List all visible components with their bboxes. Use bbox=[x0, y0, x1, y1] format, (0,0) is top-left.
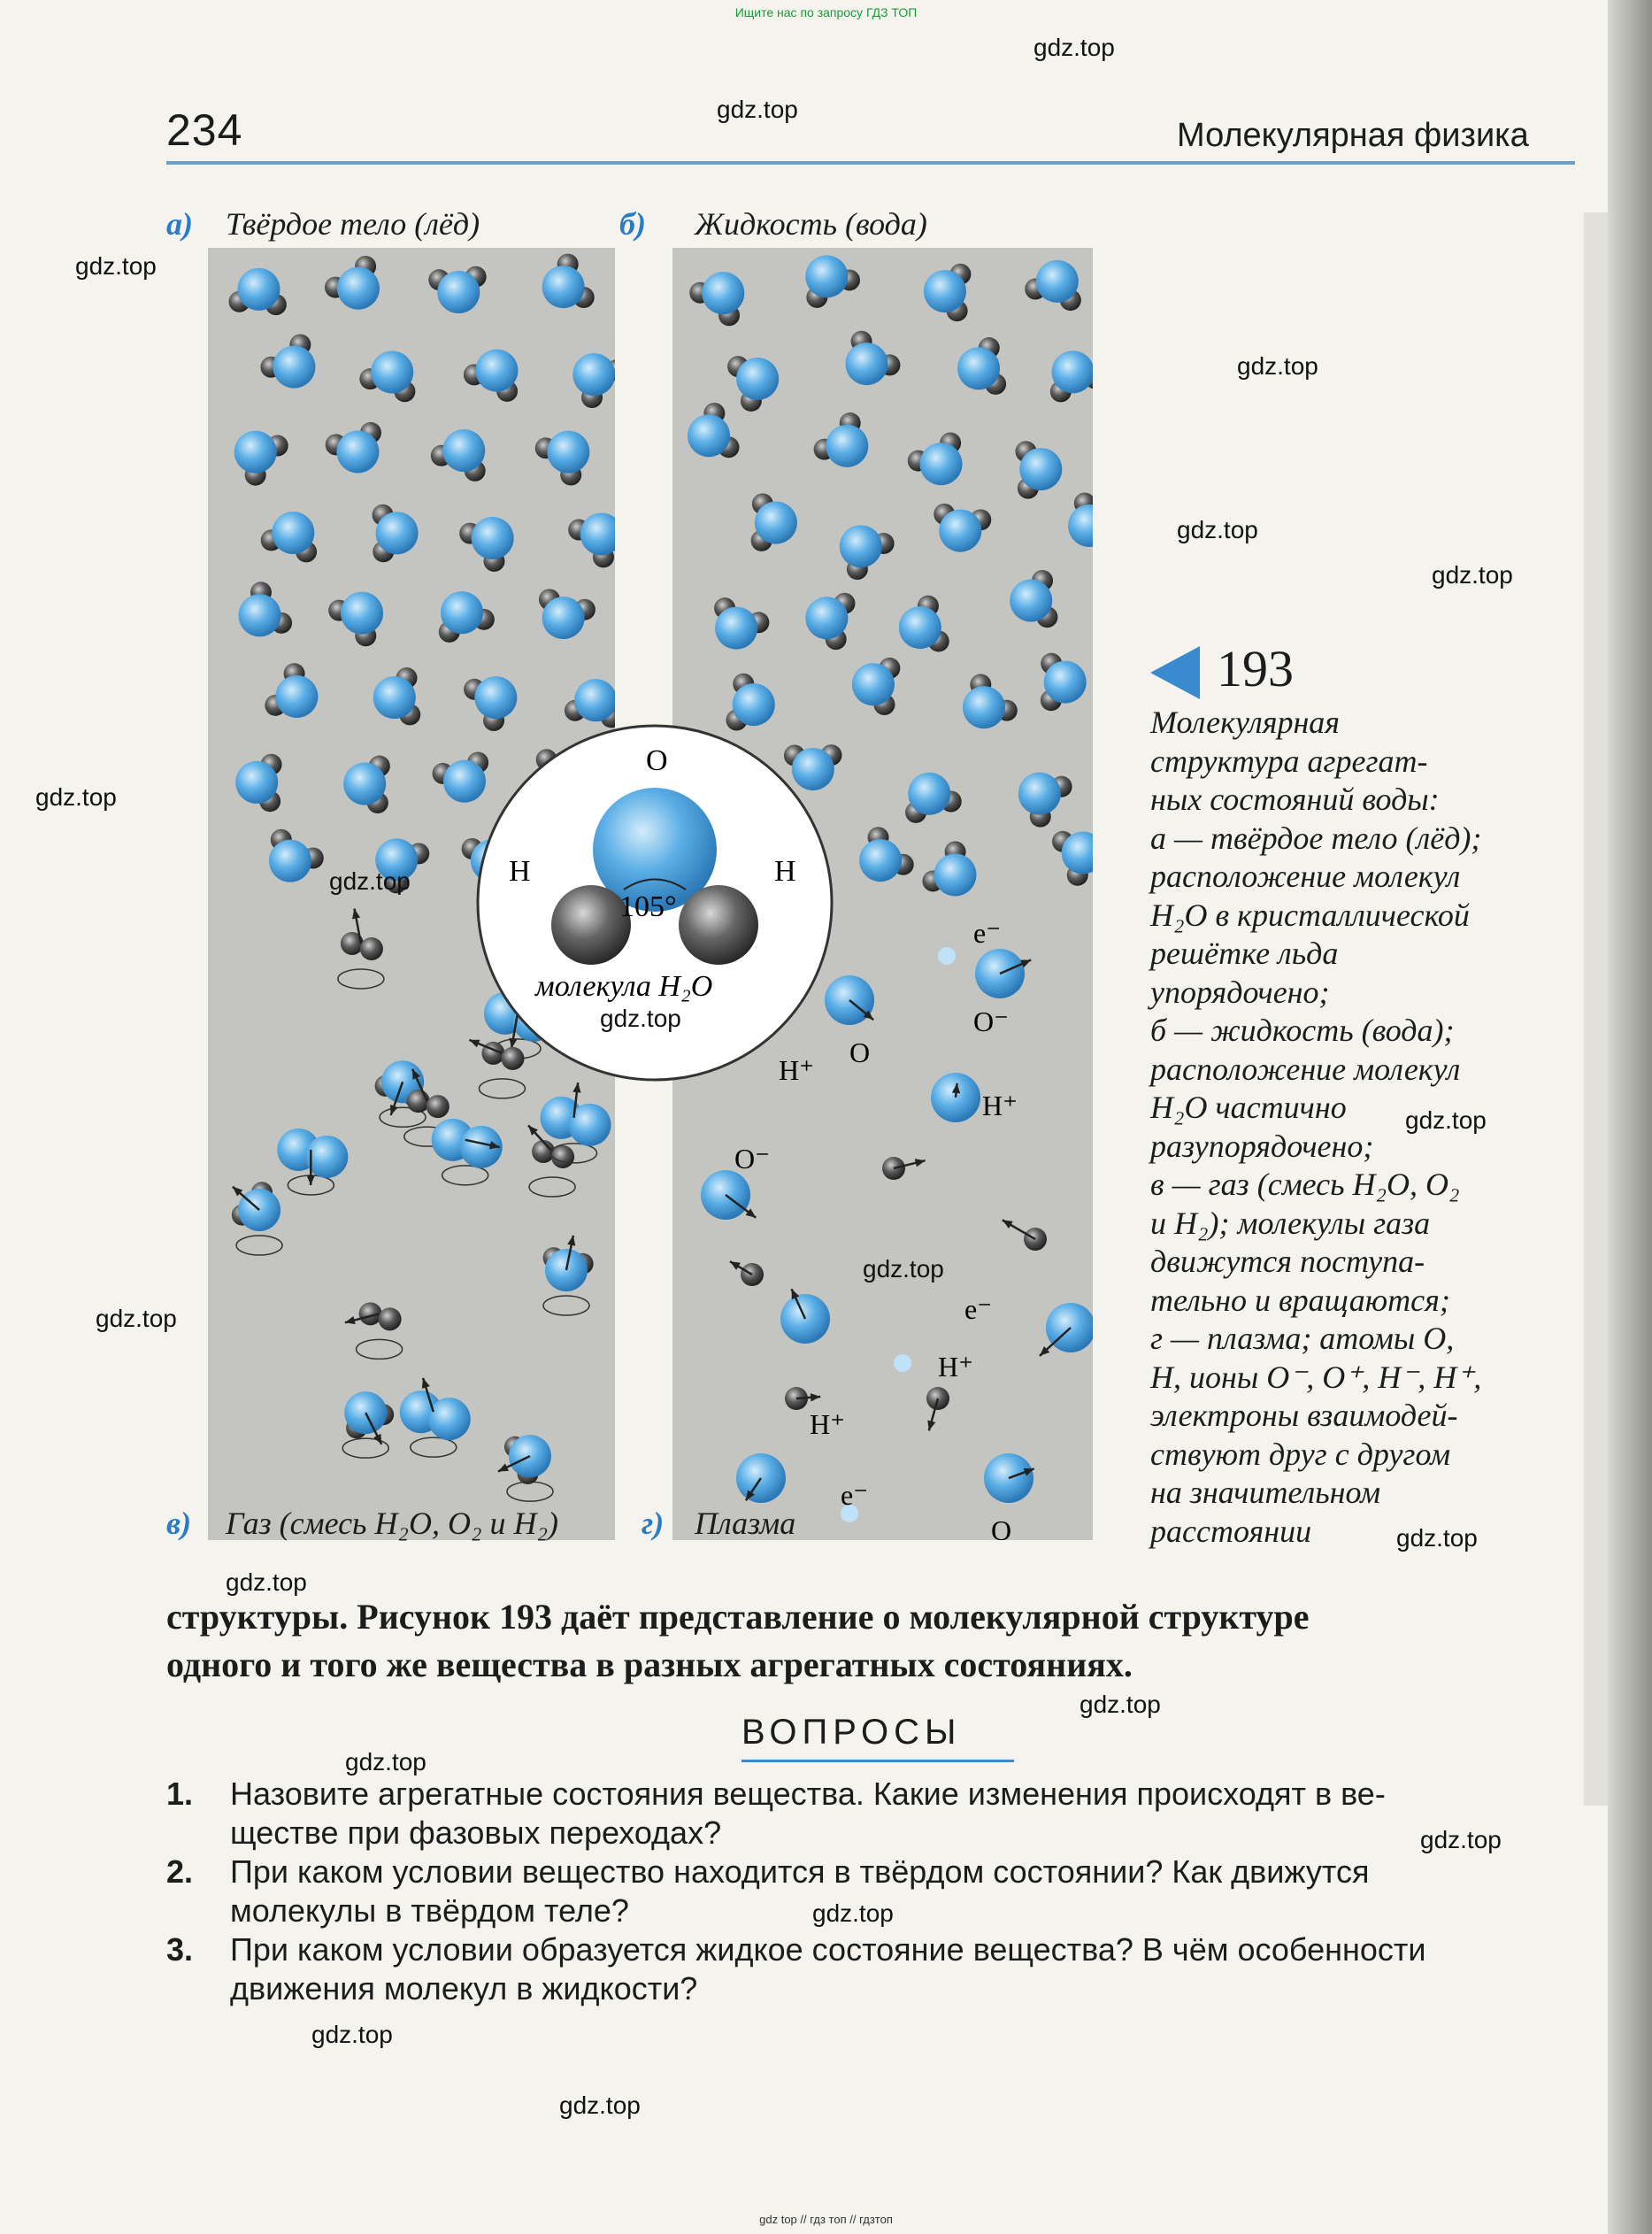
header-rule bbox=[166, 161, 1575, 165]
watermark: gdz.top bbox=[1237, 352, 1318, 380]
question-line: При каком условии вещество находится в твёрдом состоянии? Как движутся bbox=[230, 1853, 1370, 1890]
caption-line: ных состояний воды: bbox=[1150, 782, 1440, 817]
watermark: gdz.top bbox=[812, 1899, 894, 1927]
oxygen-atom bbox=[474, 676, 517, 719]
panel-b-label: Жидкость (вода) bbox=[695, 206, 927, 242]
oxygen-atom bbox=[441, 591, 483, 634]
caption-line: на значительном bbox=[1150, 1475, 1381, 1510]
rotation-ellipse bbox=[357, 1339, 403, 1359]
question-text bbox=[230, 1930, 1575, 2008]
oxygen-atom bbox=[272, 512, 314, 554]
question-number: 3. bbox=[166, 1931, 194, 1968]
bottom-note: gdz top // гдз топ // гдзтоп bbox=[759, 2213, 893, 2226]
questions-title: ВОПРОСЫ bbox=[741, 1713, 962, 1752]
caption-line: разупорядочено; bbox=[1150, 1128, 1374, 1164]
question-line: молекулы в твёрдом теле? bbox=[230, 1892, 629, 1929]
arrow-head bbox=[811, 1393, 820, 1401]
oxygen-atom bbox=[924, 270, 966, 312]
page-number: 234 bbox=[166, 105, 243, 155]
question-number: 2. bbox=[166, 1853, 194, 1890]
oxygen-atom bbox=[475, 350, 518, 392]
oxygen-atom bbox=[580, 512, 615, 555]
caption-line: б — жидкость (вода); bbox=[1150, 1013, 1455, 1048]
oxygen-atom bbox=[343, 763, 386, 805]
hydrogen-atom bbox=[360, 937, 383, 960]
rotation-ellipse bbox=[543, 1296, 589, 1315]
oxygen-atom bbox=[373, 676, 416, 719]
rotation-ellipse bbox=[442, 1166, 488, 1185]
watermark: gdz.top bbox=[1080, 1691, 1161, 1718]
page-bleed-strip bbox=[1584, 212, 1610, 1806]
oxygen-atom bbox=[920, 443, 963, 485]
oxygen-atom bbox=[1044, 661, 1087, 704]
top-note: Ищите нас по запросу ГДЗ ТОП bbox=[734, 5, 918, 19]
caption-line: и H₂); молекулы газа bbox=[1150, 1205, 1431, 1241]
particle-label: e⁻ bbox=[964, 1293, 993, 1325]
particle-label: H⁺ bbox=[938, 1351, 973, 1383]
oxygen-atom bbox=[235, 761, 278, 804]
caption-line: электроны взаимодей- bbox=[1150, 1398, 1458, 1433]
caption-line: движутся поступа- bbox=[1150, 1244, 1425, 1279]
question-number: 1. bbox=[166, 1776, 194, 1812]
arrow-head bbox=[422, 1378, 430, 1389]
electron bbox=[894, 1354, 911, 1372]
caption-line: тельно и вращаются; bbox=[1150, 1282, 1450, 1318]
arrow-head bbox=[567, 1236, 575, 1246]
panel-d-letter: г) bbox=[642, 1506, 665, 1541]
caption-line: H₂O частично bbox=[1150, 1090, 1347, 1125]
question-line: Назовите агрегатные состояния вещества. Какие изменения происходят в ве- bbox=[230, 1776, 1386, 1812]
watermark: gdz.top bbox=[1396, 1524, 1478, 1552]
particle-label: O bbox=[849, 1036, 871, 1068]
oxygen-atom bbox=[269, 840, 311, 882]
oxygen-atom bbox=[1052, 351, 1093, 393]
caption-line: в — газ (смесь H₂O, O₂ bbox=[1150, 1167, 1460, 1202]
oxygen-atom bbox=[688, 414, 730, 457]
oxygen-label: O bbox=[646, 744, 668, 777]
panel-a-letter: а) bbox=[166, 206, 193, 242]
watermark: gdz.top bbox=[35, 783, 117, 811]
questions-rule bbox=[741, 1760, 1014, 1762]
rotation-ellipse bbox=[236, 1236, 282, 1255]
oxygen-atom bbox=[336, 430, 379, 473]
hydrogen-atom bbox=[551, 1145, 574, 1168]
watermark: gdz.top bbox=[1177, 516, 1258, 543]
oxygen-atom bbox=[852, 663, 895, 705]
particle-label: e⁻ bbox=[973, 917, 1002, 949]
arrow-head bbox=[390, 1105, 398, 1115]
hydrogen-atom bbox=[379, 1307, 402, 1330]
oxygen-atom bbox=[826, 425, 868, 467]
caption-line: а — твёрдое тело (лёд); bbox=[1150, 820, 1482, 856]
rotation-ellipse bbox=[411, 1437, 457, 1457]
oxygen-atom bbox=[1036, 260, 1079, 303]
watermark: gdz.top bbox=[1033, 34, 1115, 61]
particle-label: H⁺ bbox=[982, 1090, 1018, 1121]
caption-line: упорядочено; bbox=[1150, 974, 1330, 1010]
caption-line: Молекулярная bbox=[1150, 705, 1341, 740]
oxygen-atom bbox=[238, 1189, 280, 1231]
watermark: gdz.top bbox=[329, 867, 411, 895]
watermark: gdz.top bbox=[600, 1005, 681, 1032]
panel-b-letter: б) bbox=[619, 206, 646, 242]
oxygen-atom bbox=[273, 346, 315, 389]
oxygen-atom bbox=[908, 773, 950, 815]
watermark: gdz.top bbox=[311, 2021, 393, 2048]
electron bbox=[938, 947, 956, 965]
panel-c-label: Газ (смесь H₂O, O₂ и H₂) bbox=[226, 1506, 558, 1541]
oxygen-atom bbox=[442, 429, 485, 472]
question-line: ществе при фазовых переходах? bbox=[230, 1814, 722, 1851]
oxygen-atom bbox=[275, 675, 318, 718]
question-text bbox=[230, 1853, 1575, 1930]
watermark: gdz.top bbox=[1432, 561, 1513, 589]
hydrogen-atom-right bbox=[679, 885, 758, 965]
oxygen-atom bbox=[963, 686, 1005, 728]
oxygen-atom bbox=[234, 431, 277, 474]
oxygen-atom bbox=[547, 431, 589, 474]
question-line: движения молекул в жидкости? bbox=[230, 1970, 698, 2007]
running-head: Молекулярная физика bbox=[1177, 117, 1529, 154]
watermark: gdz.top bbox=[559, 2091, 641, 2119]
oxygen-atom bbox=[542, 597, 585, 639]
question-line: При каком условии образуется жидкое состояние вещества? В чём особенности bbox=[230, 1931, 1426, 1968]
caption-pointer-icon bbox=[1150, 646, 1200, 699]
arrow-head bbox=[307, 1175, 315, 1185]
oxygen-atom bbox=[1019, 448, 1062, 490]
oxygen-atom bbox=[845, 343, 887, 385]
arrow-head bbox=[352, 909, 360, 920]
oxygen-atom bbox=[428, 1398, 471, 1440]
caption-line: расположение молекул bbox=[1150, 859, 1461, 894]
arrow-head bbox=[927, 1420, 935, 1430]
particle-label: e⁻ bbox=[841, 1479, 869, 1511]
rotation-ellipse bbox=[342, 1438, 388, 1458]
oxygen-atom bbox=[736, 358, 779, 400]
rotation-ellipse bbox=[338, 969, 384, 989]
caption-line: ствуют друг с другом bbox=[1150, 1436, 1451, 1472]
caption-line: решётке льда bbox=[1150, 936, 1339, 971]
watermark: gdz.top bbox=[345, 1748, 426, 1776]
caption-line: структура агрегат- bbox=[1150, 743, 1428, 779]
oxygen-atom bbox=[934, 853, 976, 896]
panel-d-label: Плазма bbox=[695, 1506, 796, 1541]
figure-caption bbox=[1150, 704, 1575, 1551]
caption-line: H₂O в кристаллической bbox=[1150, 897, 1470, 933]
oxygen-atom bbox=[239, 594, 281, 636]
oxygen-atom bbox=[957, 347, 1000, 389]
oxygen-atom bbox=[899, 606, 941, 649]
caption-line: расстоянии bbox=[1150, 1513, 1312, 1549]
particle-label: H⁺ bbox=[779, 1054, 814, 1086]
closing-paragraph bbox=[166, 1593, 1582, 1689]
oxygen-atom bbox=[237, 268, 280, 311]
molecule-caption: молекула H₂O bbox=[535, 970, 713, 1003]
oxygen-atom bbox=[1010, 580, 1052, 622]
oxygen-atom bbox=[755, 502, 797, 544]
panel-c-letter: в) bbox=[166, 1506, 192, 1541]
rotation-ellipse bbox=[507, 1482, 553, 1501]
oxygen-atom bbox=[715, 607, 757, 650]
angle-label: 105° bbox=[619, 890, 677, 923]
watermark: gdz.top bbox=[96, 1305, 177, 1332]
oxygen-atom bbox=[574, 679, 615, 721]
watermark: gdz.top bbox=[1405, 1106, 1487, 1134]
particle-label: H⁺ bbox=[810, 1408, 845, 1440]
caption-line: г — плазма; атомы O, bbox=[1150, 1321, 1455, 1356]
oxygen-atom bbox=[572, 353, 615, 396]
oxygen-atom bbox=[939, 510, 981, 552]
oxygen-atom bbox=[859, 839, 902, 882]
oxygen-atom bbox=[542, 266, 585, 308]
oxygen-atom bbox=[805, 597, 848, 639]
caption-line: расположение молекул bbox=[1150, 1051, 1461, 1087]
h-right-label: H bbox=[774, 855, 796, 888]
oxygen-atom bbox=[376, 512, 419, 554]
oxygen-atom bbox=[702, 272, 744, 314]
panel-a-label: Твёрдое тело (лёд) bbox=[226, 206, 480, 242]
oxygen-atom bbox=[371, 351, 413, 393]
watermark: gdz.top bbox=[1420, 1826, 1502, 1853]
question-text bbox=[230, 1775, 1575, 1853]
figure-number: 193 bbox=[1217, 640, 1294, 697]
watermark: gdz.top bbox=[863, 1255, 944, 1283]
caption-line: H, ионы O⁻, O⁺, H⁻, H⁺, bbox=[1150, 1359, 1482, 1395]
hydrogen-atom bbox=[426, 1095, 449, 1118]
oxygen-atom bbox=[840, 525, 882, 567]
oxygen-atom bbox=[805, 255, 848, 297]
particle-label: O bbox=[991, 1514, 1012, 1540]
watermark: gdz.top bbox=[226, 1568, 307, 1596]
closing-line: одного и того же вещества в разных агрегатных состояниях. bbox=[166, 1645, 1133, 1684]
page-edge-shadow bbox=[1608, 0, 1652, 2234]
oxygen-atom bbox=[1018, 773, 1061, 815]
oxygen-atom bbox=[472, 517, 514, 559]
rotation-ellipse bbox=[529, 1177, 575, 1197]
closing-line: структуры. Рисунок 193 даёт представление о молекулярной структуре bbox=[166, 1597, 1310, 1637]
h-left-label: H bbox=[509, 855, 531, 888]
water-molecule-inset bbox=[469, 717, 841, 1089]
particle-label: O⁻ bbox=[734, 1143, 770, 1175]
oxygen-atom bbox=[437, 271, 480, 313]
watermark: gdz.top bbox=[75, 252, 157, 280]
oxygen-atom bbox=[341, 592, 383, 635]
watermark: gdz.top bbox=[717, 96, 798, 123]
particle-label: O⁻ bbox=[973, 1005, 1009, 1037]
oxygen-atom bbox=[337, 267, 380, 310]
oxygen-atom bbox=[1068, 505, 1093, 547]
